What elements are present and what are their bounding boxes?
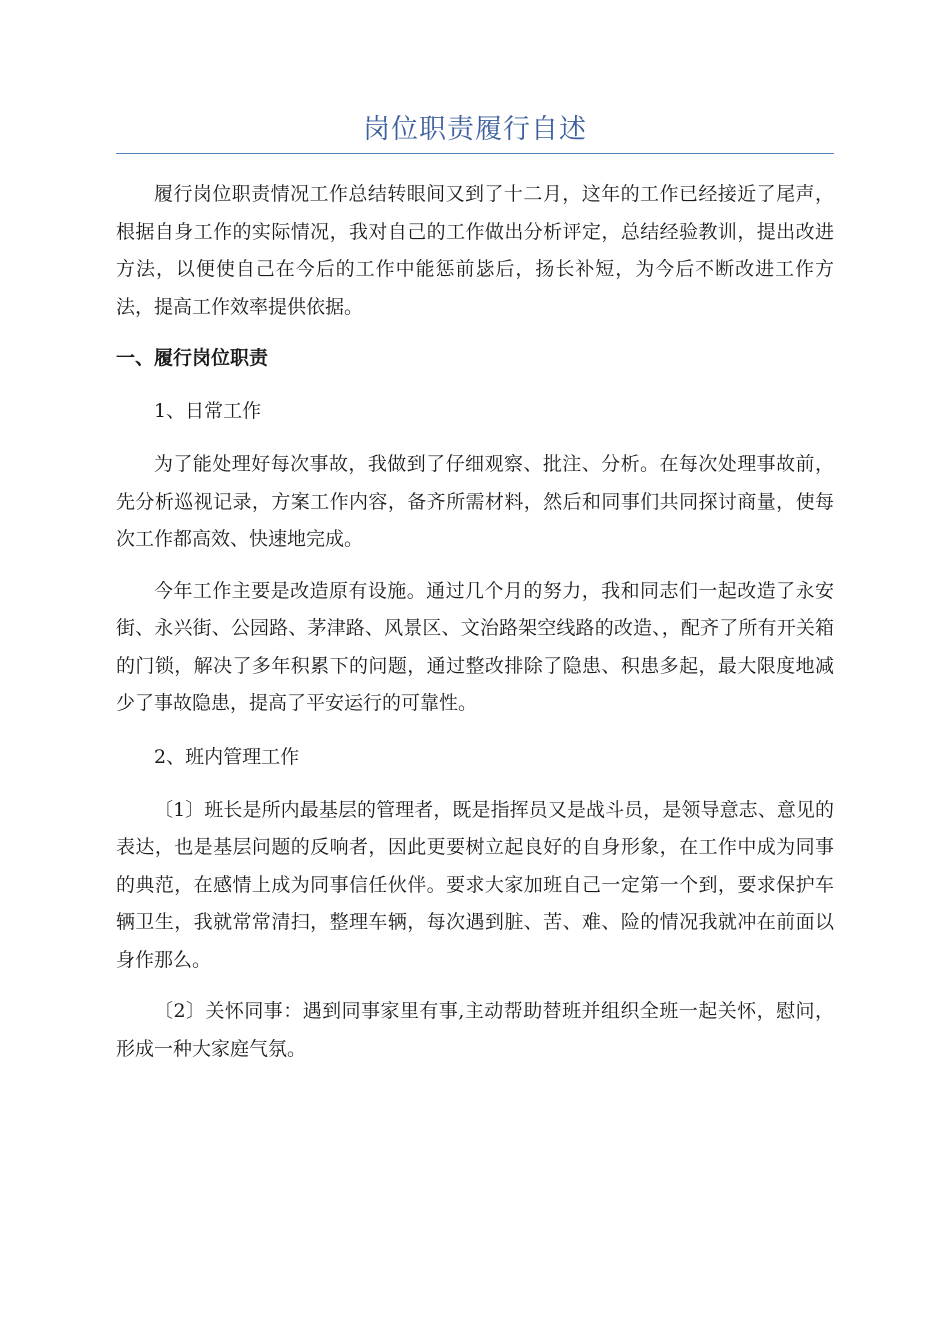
team-management-paragraph-2: 〔2〕关怀同事：遇到同事家里有事,主动帮助替班并组织全班一起关怀，慰问，形成一种大家庭气氛。 <box>116 1000 834 1060</box>
document-title: 岗位职责履行自述 <box>363 114 587 145</box>
section-heading-duties: 一、履行岗位职责 <box>116 347 269 369</box>
team-management-paragraph-1: 〔1〕班长是所内最基层的管理者，既是指挥员又是战斗员，是领导意志、意见的表达，也是基层问题的反响者，因此更要树立起良好的自身形象，在工作中成为同事的典范，在感情上成为同事信任伙伴。要求大家加班自己一定第一个到，要求保护车辆卫生，我就常常清扫，整理车辆，每次遇到脏、苦、难、险的情况我就冲在前面以身作那么。 <box>116 798 834 971</box>
intro-paragraph: 履行岗位职责情况工作总结转眼间又到了十二月，这年的工作已经接近了尾声，根据自身工作的实际情况，我对自己的工作做出分析评定，总结经验教训，提出改进方法，以便使自己在今后的工作中能惩前毖后，扬长补短，为今后不断改进工作方法，提高工作效率提供依据。 <box>116 183 834 318</box>
daily-work-paragraph-1: 为了能处理好每次事故，我做到了仔细观察、批注、分析。在每次处理事故前，先分析巡视记录，方案工作内容，备齐所需材料，然后和同事们共同探讨商量，使每次工作都高效、快速地完成。 <box>116 453 834 550</box>
daily-work-paragraph-2: 今年工作主要是改造原有设施。通过几个月的努力，我和同志们一起改造了永安街、永兴街、公园路、茅津路、风景区、文治路架空线路的改造、，配齐了所有开关箱的门锁，解决了多年积累下的问题，通过整改排除了隐患、积患多起，最大限度地减少了事故隐患，提高了平安运行的可靠性。 <box>116 579 834 714</box>
document-page <box>116 110 834 1068</box>
title-underline <box>116 153 834 154</box>
subsection-heading-team-management: 2、班内管理工作 <box>154 745 300 768</box>
subsection-heading-daily-work: 1、日常工作 <box>154 400 262 422</box>
